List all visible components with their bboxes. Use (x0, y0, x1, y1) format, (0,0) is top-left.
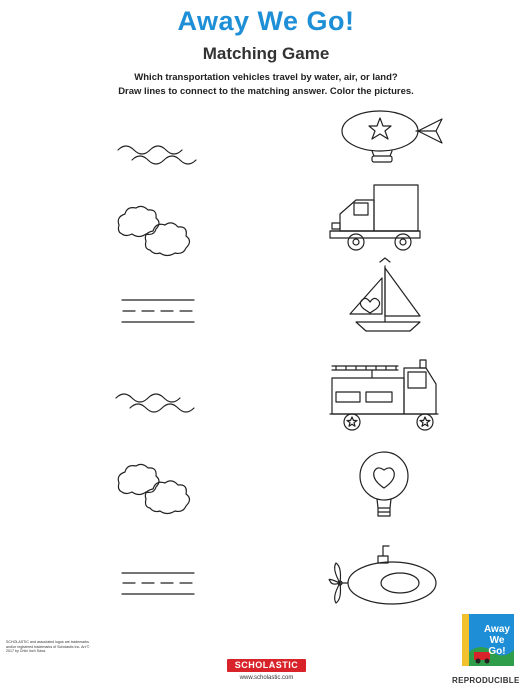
hot-air-balloon-icon[interactable] (360, 452, 408, 516)
scholastic-logo[interactable] (227, 659, 306, 672)
book-cover-icon (460, 612, 520, 668)
road-icon[interactable] (122, 573, 194, 594)
svg-text:Away: Away (484, 624, 510, 635)
fire-truck-icon[interactable] (330, 360, 438, 430)
svg-text:We: We (489, 635, 505, 646)
blimp-icon[interactable] (342, 111, 442, 162)
sailboat-icon[interactable] (350, 258, 420, 331)
clouds-icon[interactable] (118, 464, 189, 513)
brand-text: SCHOLASTIC (234, 660, 299, 670)
instruction-line-1: Which transportation vehicles travel by water, air, or land? (134, 72, 398, 83)
page-subtitle: Matching Game (202, 44, 330, 63)
svg-text:Go!: Go! (488, 646, 506, 657)
water-waves-icon[interactable] (118, 146, 196, 164)
road-icon[interactable] (122, 300, 194, 322)
page-title: Away We Go! (177, 6, 355, 36)
truck-icon[interactable] (330, 185, 420, 250)
legal-text: SCHOLASTIC and associated logos are trademarks and/or registered trademarks of Scholastic Inc. Art © 2017 by Chiki Inch Sdna. (6, 640, 90, 653)
instruction-line-2: Draw lines to connect to the matching answer. Color the pictures. (118, 86, 414, 97)
website-link[interactable]: www.scholastic.com (239, 675, 294, 681)
reproducible-label: REPRODUCIBLE (452, 676, 520, 685)
clouds-icon[interactable] (118, 206, 189, 255)
submarine-icon[interactable] (329, 546, 436, 604)
water-waves-icon[interactable] (116, 394, 194, 412)
